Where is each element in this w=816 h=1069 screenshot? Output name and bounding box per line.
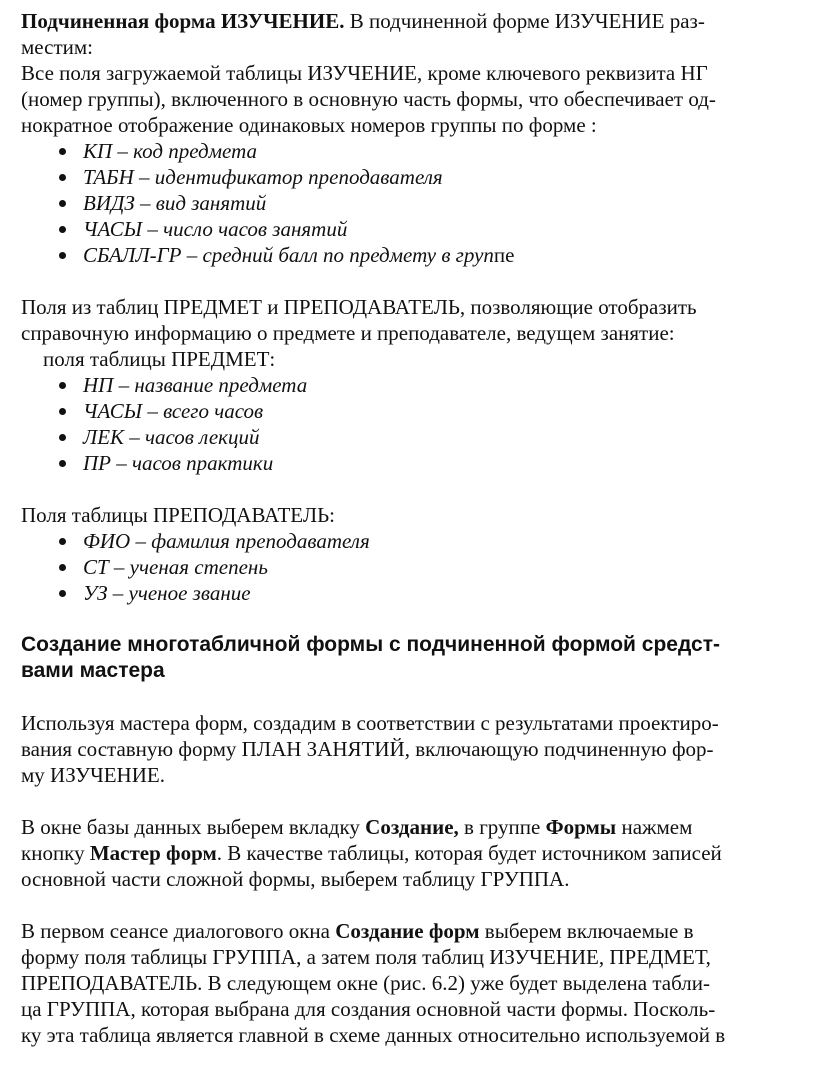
list-item: СТ – ученая степень: [21, 554, 801, 580]
text-line: ПРЕПОДАВАТЕЛЬ. В следующем окне (рис. 6.2) уже будет выделена табли-: [21, 971, 710, 995]
bullet-icon: [59, 226, 66, 233]
text-line: (номер группы), включенного в основную часть формы, что обеспечивает од-: [21, 87, 716, 111]
text-line: ку эта таблица является главной в схеме данных относительно используемой в: [21, 1023, 726, 1047]
list-item: ЧАСЫ – число часов занятий: [21, 216, 801, 242]
list-item: ФИО – фамилия преподавателя: [21, 528, 801, 554]
list-item: ПР – часов практики: [21, 450, 801, 476]
text-line: Используя мастера форм, создадим в соответствии с результатами проектиро-: [21, 711, 719, 735]
text-line: справочную информацию о предмете и преподавателе, ведущем занятие:: [21, 321, 675, 345]
text-line: Поля из таблиц ПРЕДМЕТ и ПРЕПОДАВАТЕЛЬ, позволяющие отобразить: [21, 295, 697, 319]
study-fields-list: [21, 138, 801, 268]
text-line: В окне базы данных выберем вкладку Создание, в группе Формы нажмем: [21, 815, 693, 839]
text-line: нократное отображение одинаковых номеров группы по форме :: [21, 113, 597, 137]
text-line: кнопку Мастер форм. В качестве таблицы, которая будет источником записей: [21, 841, 722, 865]
bullet-icon: [59, 564, 66, 571]
list-item: ТАБН – идентификатор преподавателя: [21, 164, 801, 190]
text-line: основной части сложной формы, выберем таблицу ГРУППА.: [21, 867, 570, 891]
bullet-icon: [59, 148, 66, 155]
list-item: СБАЛЛ-ГР – средний балл по предмету в группе: [21, 242, 801, 268]
bullet-icon: [59, 538, 66, 545]
section-heading: Создание многотабличной формы с подчиненной формой средст- вами мастера: [21, 633, 720, 682]
paragraph-subform-intro: [21, 8, 801, 34]
text-line: ца ГРУППА, которая выбрана для создания основной части формы. Посколь-: [21, 997, 716, 1021]
bullet-icon: [59, 200, 66, 207]
create-tab-ref: Создание,: [365, 815, 459, 839]
bullet-icon: [59, 174, 66, 181]
forms-group-ref: Формы: [545, 815, 617, 839]
text-line: местим:: [21, 35, 93, 59]
list-item: КП – код предмета: [21, 138, 801, 164]
text-line: форму поля таблицы ГРУППА, а затем поля таблиц ИЗУЧЕНИЕ, ПРЕДМЕТ,: [21, 945, 711, 969]
list-item: УЗ – ученое звание: [21, 580, 801, 606]
list-item: ЧАСЫ – всего часов: [21, 398, 801, 424]
subform-heading-bold: Подчиненная форма ИЗУЧЕНИЕ.: [21, 9, 345, 33]
bullet-icon: [59, 252, 66, 259]
subject-fields-list: [21, 372, 801, 476]
bullet-icon: [59, 408, 66, 415]
text-line: Поля таблицы ПРЕПОДАВАТЕЛЬ:: [21, 503, 335, 527]
teacher-fields-list: [21, 528, 801, 606]
text-line: В подчиненной форме ИЗУЧЕНИЕ раз-: [344, 9, 705, 33]
list-item: НП – название предмета: [21, 372, 801, 398]
text-line: вания составную форму ПЛАН ЗАНЯТИЙ, включающую подчиненную фор-: [21, 737, 714, 761]
bullet-icon: [59, 434, 66, 441]
text-line: Все поля загружаемой таблицы ИЗУЧЕНИЕ, кроме ключевого реквизита НГ: [21, 61, 708, 85]
text-line: поля таблицы ПРЕДМЕТ:: [43, 347, 276, 371]
document-page: [21, 8, 801, 1048]
form-wizard-ref: Мастер форм: [89, 841, 217, 865]
list-item: ЛЕК – часов лекций: [21, 424, 801, 450]
bullet-icon: [59, 382, 66, 389]
bullet-icon: [59, 460, 66, 467]
bullet-icon: [59, 590, 66, 597]
list-item: ВИДЗ – вид занятий: [21, 190, 801, 216]
create-forms-dialog-ref: Создание форм: [335, 919, 480, 943]
text-line: му ИЗУЧЕНИЕ.: [21, 763, 165, 787]
text-line: В первом сеансе диалогового окна Создание форм выберем включаемые в: [21, 919, 694, 943]
